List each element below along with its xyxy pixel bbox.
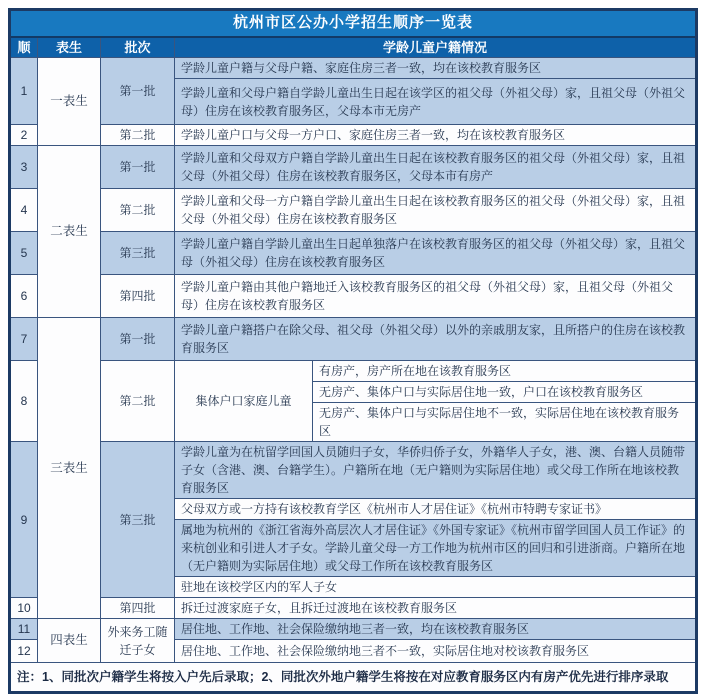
detail-cell: 拆迁过渡家庭子女，且拆迁过渡地在该校教育服务区 bbox=[175, 598, 697, 619]
table-row bbox=[10, 442, 697, 499]
order-cell: 11 bbox=[10, 619, 38, 640]
detail-cell: 学龄儿童户口与父母一方户口、家庭住房三者一致，均在该校教育服务区 bbox=[175, 125, 697, 146]
detail-cell: 学龄儿童和父母双方户籍自学龄儿童出生日起在该校教育服务区的祖父母（外祖父母）家，且祖父母（外祖父母）住房在该校教育服务区，父母本市有房产 bbox=[175, 146, 697, 189]
col-header-batch: 批次 bbox=[101, 37, 175, 58]
admission-order-table bbox=[8, 8, 698, 694]
footnote-row bbox=[10, 663, 697, 693]
category-cell: 四表生 bbox=[38, 619, 101, 663]
detail-cell: 居住地、工作地、社会保险缴纳地三者不一致，实际居住地对校该教育服务区 bbox=[175, 640, 697, 663]
order-cell: 12 bbox=[10, 640, 38, 663]
batch-cell: 第二批 bbox=[101, 361, 175, 442]
category-cell: 一表生 bbox=[38, 58, 101, 146]
batch-cell: 第二批 bbox=[101, 189, 175, 232]
detail-cell: 学龄儿童户籍自学龄儿童出生日起单独落户在该校教育服务区的祖父母（外祖父母）家，且祖父母（外祖父母）住房在该校教育服务区 bbox=[175, 232, 697, 275]
col-header-order: 顺 bbox=[10, 37, 38, 58]
detail-cell: 无房产、集体户口与实际居住地一致，户口在该校教育服务区 bbox=[313, 382, 697, 403]
table-row bbox=[10, 619, 697, 640]
table-row bbox=[10, 189, 697, 232]
table-title-row bbox=[10, 10, 697, 37]
detail-cell: 父母双方或一方持有该校教育学区《杭州市人才居住证》《杭州市特聘专家证书》 bbox=[175, 499, 697, 520]
order-cell: 5 bbox=[10, 232, 38, 275]
batch-cell: 第一批 bbox=[101, 58, 175, 125]
page-title: 杭州市区公办小学招生顺序一览表 bbox=[10, 10, 697, 37]
detail-cell: 学龄儿童和父母户籍自学龄儿童出生日起在该学区的祖父母（外祖父母）家，且祖父母（外祖父母）住房在该校教育服务区，父母本市无房产 bbox=[175, 79, 697, 125]
order-cell: 6 bbox=[10, 275, 38, 318]
batch-cell: 第一批 bbox=[101, 146, 175, 189]
detail-cell: 无房产、集体户口与实际居住地不一致，实际居住地在该校教育服务区 bbox=[313, 403, 697, 442]
order-cell: 1 bbox=[10, 58, 38, 125]
order-cell: 4 bbox=[10, 189, 38, 232]
batch-cell: 第四批 bbox=[101, 598, 175, 619]
detail-cell: 学龄儿童户籍与父母户籍、家庭住房三者一致，均在该校教育服务区 bbox=[175, 58, 697, 79]
batch-cell: 第三批 bbox=[101, 442, 175, 598]
table-row bbox=[10, 318, 697, 361]
batch-cell: 第二批 bbox=[101, 125, 175, 146]
table-row bbox=[10, 58, 697, 79]
table-row bbox=[10, 125, 697, 146]
table-row bbox=[10, 361, 697, 382]
detail-cell: 学龄儿童和父母一方户籍自学龄儿童出生日起在该校教育服务区的祖父母（外祖父母）家，且祖父母（外祖父母）住房在该校教育服务区 bbox=[175, 189, 697, 232]
col-header-category: 表生 bbox=[38, 37, 101, 58]
table-row bbox=[10, 146, 697, 189]
col-header-detail: 学龄儿童户籍情况 bbox=[175, 37, 697, 58]
order-cell: 7 bbox=[10, 318, 38, 361]
detail-cell: 驻地在该校学区内的军人子女 bbox=[175, 577, 697, 598]
sub-label-cell: 集体户口家庭儿童 bbox=[175, 361, 313, 442]
order-cell: 8 bbox=[10, 361, 38, 442]
batch-cell: 第四批 bbox=[101, 275, 175, 318]
detail-cell: 有房产，房产所在地在该教育服务区 bbox=[313, 361, 697, 382]
order-cell: 10 bbox=[10, 598, 38, 619]
order-cell: 2 bbox=[10, 125, 38, 146]
batch-cell: 第三批 bbox=[101, 232, 175, 275]
table-row bbox=[10, 598, 697, 619]
table-header-row bbox=[10, 37, 697, 58]
order-cell: 9 bbox=[10, 442, 38, 598]
batch-cell: 第一批 bbox=[101, 318, 175, 361]
batch-cell: 外来务工随迁子女 bbox=[101, 619, 175, 663]
detail-cell: 学龄儿童为在杭留学回国人员随归子女，华侨归侨子女，外籍华人子女，港、澳、台籍人员随带子女（含港、澳、台籍学生）。户籍所在地（无户籍则为实际居住地）或父母工作所在地该校教育服务区 bbox=[175, 442, 697, 499]
category-cell: 三表生 bbox=[38, 318, 101, 619]
detail-cell: 学龄儿童户籍由其他户籍地迁入该校教育服务区的祖父母（外祖父母）家，且祖父母（外祖父母）住房在该校教育服务区 bbox=[175, 275, 697, 318]
order-cell: 3 bbox=[10, 146, 38, 189]
footnote-text: 注：1、同批次户籍学生将按入户先后录取；2、同批次外地户籍学生将按在对应教育服务区内有房产优先进行排序录取 bbox=[10, 663, 697, 693]
table-row bbox=[10, 275, 697, 318]
table-row bbox=[10, 232, 697, 275]
detail-cell: 属地为杭州的《浙江省海外高层次人才居住证》《外国专家证》《杭州市留学回国人员工作证》的来杭创业和引进人才子女。学龄儿童父母一方工作地为杭州市区的回归和引进浙商。户籍所在地（无户籍则为实际居住地）或父母工作所在该校教育服务区 bbox=[175, 520, 697, 577]
detail-cell: 居住地、工作地、社会保险缴纳地三者一致，均在该校教育服务区 bbox=[175, 619, 697, 640]
detail-cell: 学龄儿童户籍搭户在除父母、祖父母（外祖父母）以外的亲戚朋友家，且所搭户的住房在该校教育服务区 bbox=[175, 318, 697, 361]
category-cell: 二表生 bbox=[38, 146, 101, 318]
